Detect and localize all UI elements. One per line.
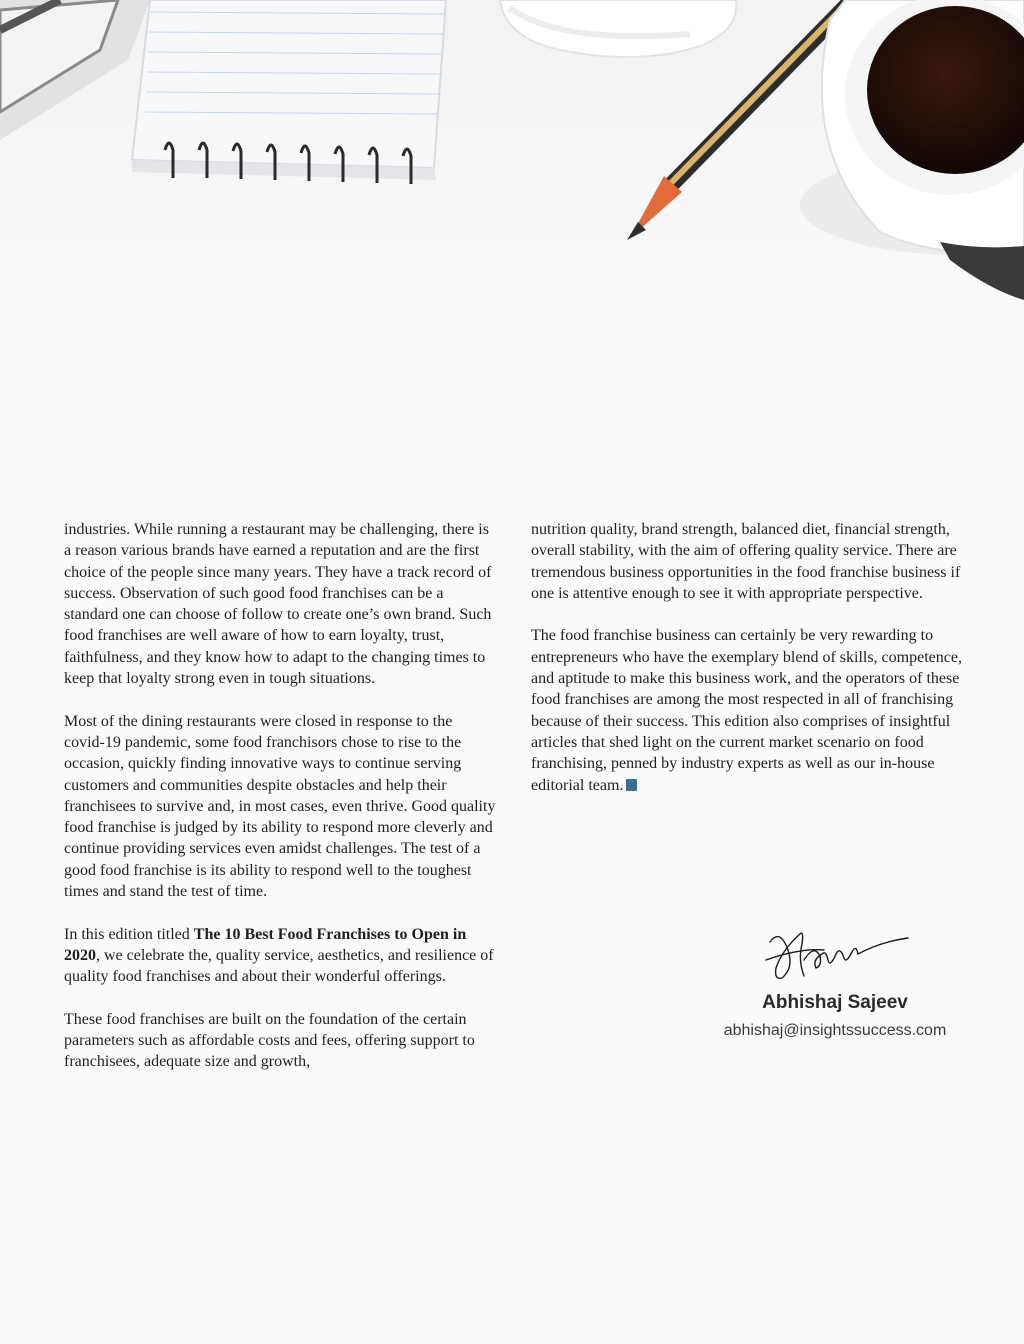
paragraph: These food franchises are built on the foundation of the certain parameters such as affordable costs and fees, offering support to franchisees, adequate size and growth, — [64, 1010, 475, 1071]
left-text-column — [64, 519, 496, 1094]
insights-success-logo-icon — [626, 779, 637, 791]
signature-image — [760, 920, 910, 990]
right-text-column — [531, 519, 968, 817]
text-span: The food franchise business can certainly be very rewarding to entrepreneurs who have the exemplary blend of skills, competence, and aptitude to make this business work, and the operators of these food franchises are among the most respected in all of franchising because of their success. This edition also comprises of insightful articles that shed light on the current market scenario on food franchising, penned by industry experts as well as our in-house editorial team. — [531, 627, 962, 794]
author-block — [700, 920, 970, 1040]
paragraph: Most of the dining restaurants were closed in response to the covid-19 pandemic, some food franchisors chose to rise to the occasion, quickly finding innovative ways to continue serving customers and communities despite obstacles and help their franchisees to survive and, in most cases, even thrive. Good quality food franchise is judged by its ability to respond more cleverly and continue providing services even amidst challenges. The test of a good food franchise is its ability to respond well to the toughest times and stand the test of time. — [64, 712, 496, 901]
text-span: , we celebrate the, quality service, aesthetics, and resilience of quality food franchises and about their wonderful offerings. — [64, 946, 494, 986]
desk-photo — [0, 0, 1024, 330]
author-name: Abhishaj Sajeev — [762, 992, 908, 1013]
paragraph-final — [531, 625, 968, 795]
paragraph: nutrition quality, brand strength, balanced diet, financial strength, overall stability, with the aim of offering quality service. There are tremendous business opportunities in the food franchise business if one is attentive enough to see it with appropriate perspective. — [531, 521, 961, 602]
paragraph: industries. While running a restaurant may be challenging, there is a reason various brands have earned a reputation and are the first choice of the people since many years. They have a track record of success. Observation of such good food franchises can be a standard one can choose of follow to create one’s own brand. Such food franchises are well aware of how to earn loyalty, trust, faithfulness, and they know how to adapt to the changing times to keep that loyalty strong even in tough situations. — [64, 521, 492, 688]
author-email: abhishaj@insightssuccess.com — [723, 1022, 947, 1039]
notepad-image — [132, 0, 446, 184]
edition-title: The 10 Best Food Franchises to Open in 2020 — [64, 925, 467, 964]
text-span: In this edition titled — [64, 925, 194, 943]
paragraph-edition-title — [64, 924, 496, 988]
